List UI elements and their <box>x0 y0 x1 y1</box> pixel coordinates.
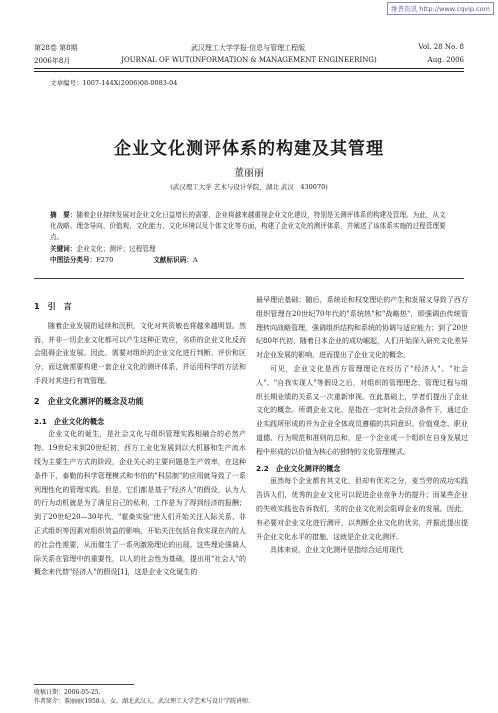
journal-name-cn: 武汉理工大学学报·信息与管理工程版 <box>190 44 306 52</box>
received-date: 收稿日期：2006-05-25. <box>34 689 101 696</box>
header-rule-thin <box>34 71 464 72</box>
watermark-badge: 维普资讯 http://www.cqvip.com <box>387 2 494 15</box>
date-en: Aug. 2006 <box>427 56 464 64</box>
keywords-line <box>50 244 450 255</box>
header-rule-thick <box>34 68 464 69</box>
right-paragraph-3: 虽然每个企业都有其文化，但却有优劣之分，麦当劳的成功实践告诉人们，优秀的企业文化可以促进企业竞争力的提升；而某些企业的失败实践也告诉我们，劣的企业文化则会阻碍企业的发展。因此，有必要对企业文化进行测评，以判断企业文化的优劣，并据此提出提升企业文化水平的措施，这就是企业文化测评。 <box>256 477 468 541</box>
section-2-1-heading: 2.1 企业文化的概念 <box>34 416 105 426</box>
abstract-divider <box>34 278 464 279</box>
clc-label: 中图法分类号： <box>50 255 97 264</box>
journal-name-en: JOURNAL OF WUT(INFORMATION & MANAGEMENT ENGINEERING) <box>121 56 377 64</box>
section-2-2-heading: 2.2 企业文化测评的概念 <box>256 463 341 473</box>
paper-title: 企业文化测评体系的构建及其管理 <box>114 139 384 159</box>
keywords-text: 企业文化；测评；过程管理 <box>76 244 156 253</box>
author-affiliation: (武汉理工大学 艺术与设计学院，湖北 武汉 430070) <box>170 183 328 191</box>
date-cn: 2006年8月 <box>34 57 71 65</box>
article-number: 文章编号：1007-144X(2006)08-0083-04 <box>50 79 178 87</box>
author-bio: 作者简介：董丽丽(1958-)，女，湖北武汉人，武汉理工大学艺术与设计学院讲师. <box>34 698 250 705</box>
footnote-rule <box>34 684 134 685</box>
abstract-paragraph <box>50 210 450 244</box>
classification-row <box>50 255 450 266</box>
author-name: 董丽丽 <box>234 168 264 179</box>
section-1-paragraph: 随着企业发展的延续和沉积，文化对其资敏也将越来越明显。然而，并非一切企业文化都可以产生这种正效应，劣质的企业文化反而会阻碍企业发展。因此，需要对组织的企业文化进行判断、评价和区分，而这就需要构建一套企业文化的测评体系，并运用科学的方法和手段对其进行有效管理。 <box>34 321 246 385</box>
right-paragraph-4: 具体来说，企业文化测评是指综合运用现代 <box>270 546 403 555</box>
section-2-1-paragraph: 企业文化的诞生，是社会文化与组织管理实践相融合的必然产物。19世纪末到20世纪初，西方工业化发展到以大机器和生产流水线为主要生产方式的阶段，企业关心的主要问题是生产效率，在这种条件下，泰勒的科学管理模式和韦伯的"科层制"的应用就导致了一系列理性化的管理实践。但是，它们都是基于"经济人"的假设，认为人的行为动机就是为了满足自己的私利，工作是为了得到经济的报酬；到了20世纪20—30年代，"霍桑实验"使人们开始关注人际关系、非正式组织等因素对组织效益的影响，开始关注包括自我实现在内的人的社会性需要，从而催生了一系列激励理论的出现。这些理论强调人际关系在管理中的重要性，以人的社会性为基础，提出用"社会人"的概念来代替"经济人"的假设[1]，这是企业文化诞生的 <box>34 430 246 577</box>
right-column <box>256 294 468 558</box>
right-paragraph-2: 可见，企业文化是西方管理理论在经历了"经济人"、"社会人"、"自我实现人"等假设之后，对组织的管理理念、管理过程与组织长期业绩的关系又一次重新审视。在此基础上，学者们提出了企业文化的概念。所谓企业文化，是指在一定时社会经济条件下，通过企业实践所形成的并为企业全体成员遵循的共同意识、价值观念、职业道德、行为规范和准则的总和，是一个企业或一个组织在自身发展过程中形成的以价值为核心的独特的文化管理模式。 <box>256 364 468 456</box>
doc-code-label: 文献标识码： <box>153 255 193 264</box>
section-1-heading: 1 引 言 <box>34 302 72 311</box>
doc-code-line <box>153 255 197 266</box>
left-column <box>34 294 246 580</box>
abstract-block <box>50 210 450 266</box>
journal-header-row-2 <box>34 56 464 66</box>
clc-value: F270 <box>96 255 114 264</box>
volume-issue-en: Vol. 28 No. 8 <box>418 43 464 51</box>
right-paragraph-1: 最早理论基础；随后，系统论和权变理论的产生和发展又导致了西方组织管理在20世纪70年代的"系统热"和"战略热"，即强调由传统管理转向战略管理，强调组织结构和系统的协调与适应能力；到了20世纪80年代初，随着日本企业的成功崛起，人们开始深入研究文化差异对企业发展的影响，进而提出了企业文化的概念。 <box>256 296 468 360</box>
journal-header-row-1 <box>34 43 464 53</box>
doc-code-value: A <box>192 255 198 264</box>
footnote-block <box>34 688 250 706</box>
section-2-heading: 2 企业文化测评的概念及功能 <box>34 396 144 406</box>
volume-issue-cn: 第28卷 第8期 <box>34 44 78 52</box>
keywords-label: 关键词： <box>50 244 77 253</box>
abstract-text: 随着企业持续发展对企业文化日益增长的需要，企业将越来越重视企业文化建设，特别是关测评体系的构建及管理。为此，从文化战略、理念导向、价值观、文化能力、文化环境以及个体文化等方面，构建了企业文化的测评体系，并阐述了该体系实施的过程管理要点。 <box>50 211 446 242</box>
clc-line <box>50 255 113 266</box>
abstract-label: 摘 要： <box>50 211 77 219</box>
